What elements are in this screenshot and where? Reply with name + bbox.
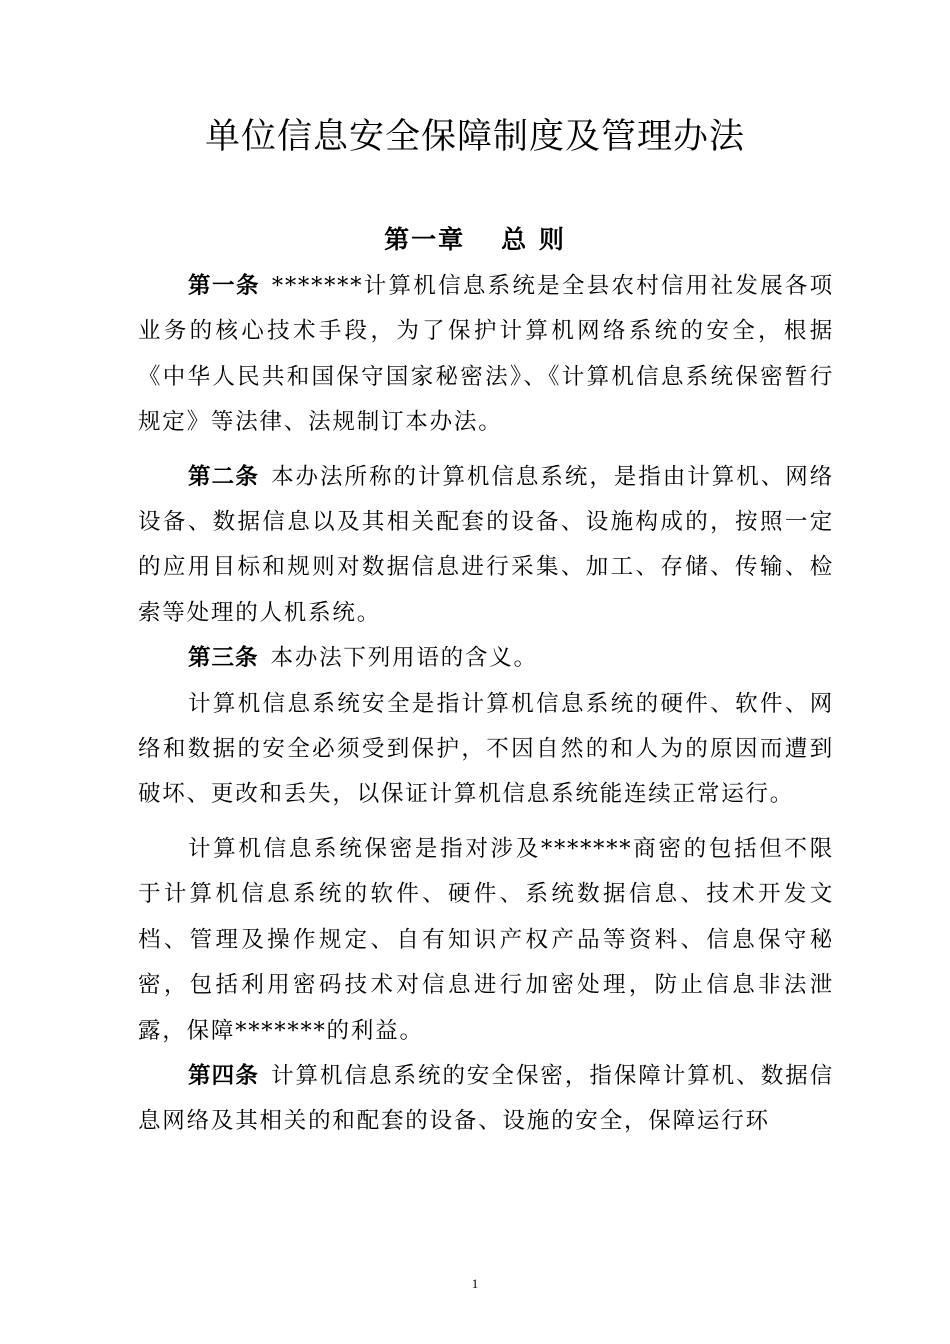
paragraph-text: 本办法所称的计算机信息系统，是指由计算机、网络设备、数据信息以及其相关配套的设备、设施构成的，按照一定的应用目标和规则对数据信息进行采集、加工、存储、传输、检索等处理的人机系统。 xyxy=(138,463,834,626)
article-paragraph xyxy=(138,264,834,446)
article-paragraph xyxy=(138,455,834,637)
article-label: 第二条 xyxy=(188,463,260,490)
article-label: 第四条 xyxy=(188,1062,260,1089)
document-title: 单位信息安全保障制度及管理办法 xyxy=(204,117,745,157)
article-paragraph xyxy=(138,636,834,681)
paragraph-text: 计算机信息系统安全是指计算机信息系统的硬件、软件、网络和数据的安全必须受到保护，不因自然的和人为的原因而遭到破坏、更改和丢失，以保证计算机信息系统能连续正常运行。 xyxy=(138,690,834,808)
page-number: 1 xyxy=(471,1276,479,1291)
paragraph-text: 计算机信息系统保密是指对涉及*******商密的包括但不限于计算机信息系统的软件、硬件、系统数据信息、技术开发文档、管理及操作规定、自有知识产权产品等资料、信息保守秘密，包括利用密码技术对信息进行加密处理，防止信息非法泄露，保障*******的利益。 xyxy=(138,835,834,1044)
article-label: 第三条 xyxy=(188,645,259,672)
paragraph-text: 计算机信息系统的安全保密，指保障计算机、数据信息网络及其相关的和配套的设备、设施的安全，保障运行环 xyxy=(138,1062,834,1135)
body-paragraph xyxy=(138,827,834,1054)
chapter-label: 第一章 xyxy=(384,225,466,254)
article-paragraph xyxy=(138,1054,834,1145)
article-label: 第一条 xyxy=(188,273,260,299)
paragraph-text: *******计算机信息系统是全县农村信用社发展各项业务的核心技术手段，为了保护计算机网络系统的安全，根据《中华人民共和国保守国家秘密法》、《计算机信息系统保密暂行规定》等法律、法规制订本办法。 xyxy=(138,273,834,436)
chapter-name: 总 则 xyxy=(501,225,566,254)
body-paragraph xyxy=(138,682,834,818)
chapter-heading xyxy=(0,220,950,260)
document-body xyxy=(138,264,834,1145)
paragraph-text: 本办法下列用语的含义。 xyxy=(270,645,538,672)
